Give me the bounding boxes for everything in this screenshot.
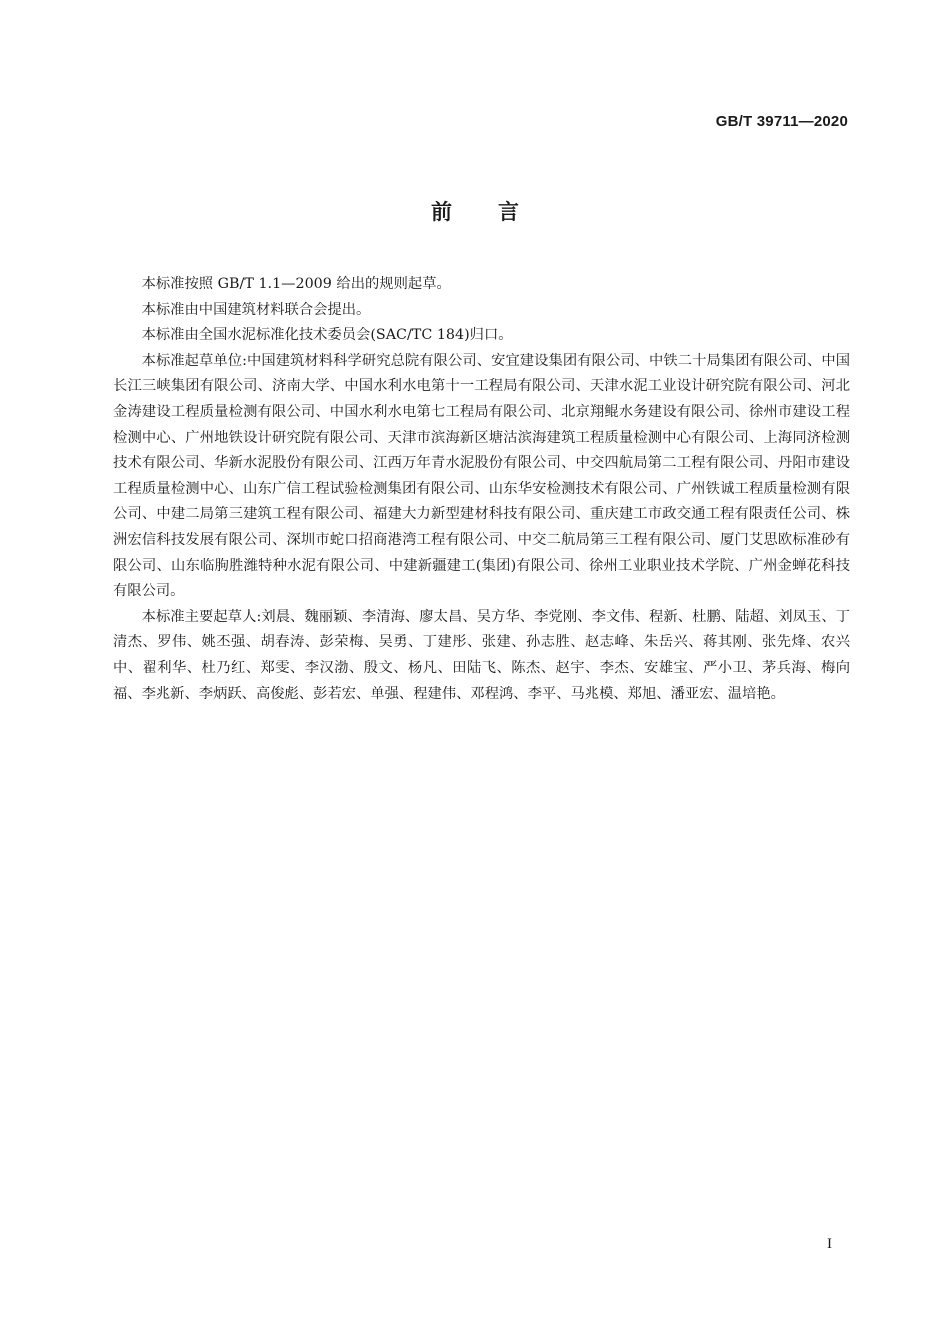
paragraph-drafting-rules: 本标准按照 GB/T 1.1—2009 给出的规则起草。: [141, 276, 451, 292]
page-number: I: [827, 1236, 832, 1252]
page-title: 前言: [431, 200, 565, 224]
paragraph-drafting-organizations: 本标准起草单位:中国建筑材料科学研究总院有限公司、安宜建设集团有限公司、中铁二十局集团有限公司、中国长江三峡集团有限公司、济南大学、中国水利水电第十一工程局有限公司、天津水泥工业设计研究院有限公司、河北金涛建设工程质量检测有限公司、中国水利水电第七工程局有限公司、北京翔鲲水务建设有限公司、徐州市建设工程检测中心、广州地铁设计研究院有限公司、天津市滨海新区塘沽滨海建筑工程质量检测中心有限公司、上海同济检测技术有限公司、华新水泥股份有限公司、江西万年青水泥股份有限公司、中交四航局第二工程有限公司、丹阳市建设工程质量检测中心、山东广信工程试验检测集团有限公司、山东华安检测技术有限公司、广州铁诚工程质量检测有限公司、中建二局第三建筑工程有限公司、福建大力新型建材科技有限公司、重庆建工市政交通工程有限责任公司、株洲宏信科技发展有限公司、深圳市蛇口招商港湾工程有限公司、中交二航局第三工程有限公司、厦门艾思欧标准砂有限公司、山东临朐胜潍特种水泥有限公司、中建新疆建工(集团)有限公司、徐州工业职业技术学院、广州金蝉花科技有限公司。: [113, 352, 850, 600]
paragraph-main-drafters: 本标准主要起草人:刘晨、魏丽颖、李清海、廖太昌、吴方华、李党刚、李文伟、程新、杜鹏、陆超、刘凤玉、丁清杰、罗伟、姚丕强、胡春涛、彭荣梅、吴勇、丁建彤、张建、孙志胜、赵志峰、朱岳兴、蒋其刚、张先烽、农兴中、翟利华、杜乃红、郑雯、李汉渤、殷文、杨凡、田陆飞、陈杰、赵宇、李杰、安雄宝、严小卫、茅兵海、梅向福、李兆新、李炳跃、高俊彪、彭若宏、单强、程建伟、邓程鸿、李平、马兆模、郑旭、潘亚宏、温培艳。: [113, 608, 850, 702]
foreword-body: [113, 272, 850, 707]
paragraph-proposer: 本标准由中国建筑材料联合会提出。: [141, 301, 371, 318]
standard-code: GB/T 39711—2020: [715, 113, 848, 130]
paragraph-responsible-committee: 本标准由全国水泥标准化技术委员会(SAC/TC 184)归口。: [141, 327, 513, 344]
